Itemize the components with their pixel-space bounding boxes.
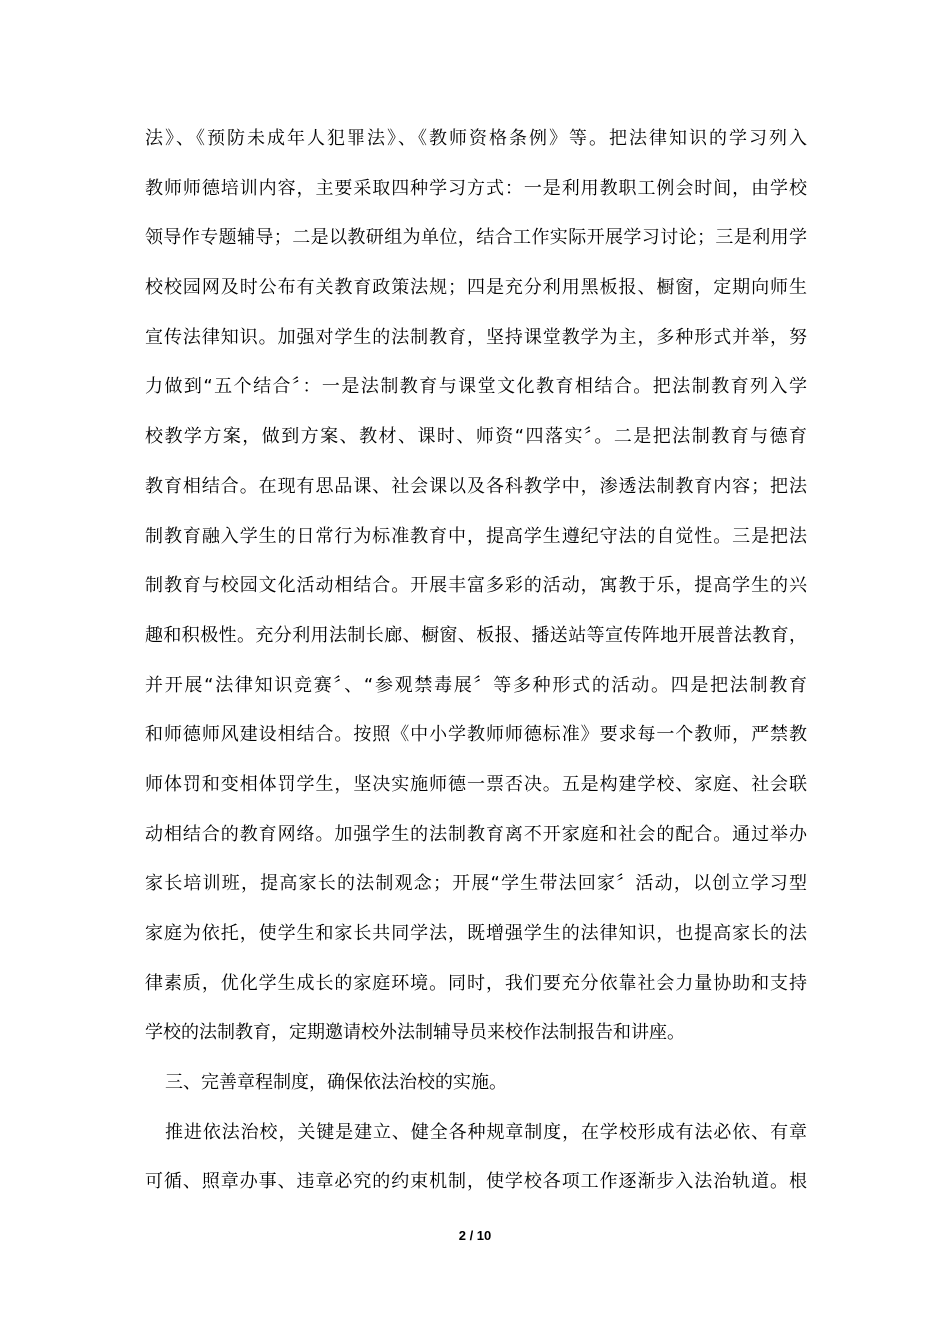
text-line: 师体罚和变相体罚学生，坚决实施师德一票否决。五是构建学校、家庭、社会联 (145, 773, 807, 795)
paragraph-1 (145, 114, 807, 1058)
text-line: 和师德师风建设相结合。按照《中小学教师师德标准》要求每一个教师，严禁教 (145, 724, 807, 746)
document-body (145, 114, 807, 1207)
text-line: 领导作专题辅导；二是以教研组为单位，结合工作实际开展学习讨论；三是利用学 (145, 227, 807, 249)
text-line: 家庭为依托，使学生和家长共同学法，既增强学生的法律知识，也提高家长的法 (145, 923, 807, 944)
section-heading (145, 1058, 807, 1108)
text-line: 教师师德培训内容，主要采取四种学习方式：一是利用教职工例会时间，由学校 (145, 177, 807, 199)
paragraph-3 (145, 1108, 807, 1207)
text-line: 家长培训班，提高家长的法制观念；开展“学生带法回家〞活动，以创立学习型 (145, 873, 807, 895)
text-line: 可循、照章办事、违章必究的约束机制，使学校各项工作逐渐步入法治轨道。根 (145, 1171, 807, 1193)
text-line: 校校园网及时公布有关教育政策法规；四是充分利用黑板报、橱窗，定期向师生 (145, 277, 807, 299)
text-line: 学校的法制教育，定期邀请校外法制辅导员来校作法制报告和讲座。 (145, 1022, 685, 1044)
page-number: 2 / 10 (458, 1228, 492, 1243)
text-line: 法》、《预防未成年人犯罪法》、《教师资格条例》等。把法律知识的学习列入 (145, 128, 807, 149)
text-line: 力做到“五个结合〞：一是法制教育与课堂文化教育相结合。把法制教育列入学 (145, 376, 807, 398)
text-line: 并开展“法律知识竞赛〞、“参观禁毒展〞等多种形式的活动。四是把法制教育 (145, 674, 807, 696)
text-line: 宣传法律知识。加强对学生的法制教育，坚持课堂教学为主，多种形式并举，努 (145, 326, 807, 348)
text-line: 制教育与校园文化活动相结合。开展丰富多彩的活动，寓教于乐，提高学生的兴 (145, 575, 807, 597)
text-line: 推进依法治校，关键是建立、健全各种规章制度，在学校形成有法必依、有章 (165, 1121, 807, 1143)
text-line: 制教育融入学生的日常行为标准教育中，提高学生遵纪守法的自觉性。三是把法 (145, 525, 807, 547)
text-line: 趣和积极性。充分利用法制长廊、橱窗、板报、播送站等宣传阵地开展普法教育， (145, 624, 807, 646)
section-heading-text: 三、完善章程制度，确保依法治校的实施。 (165, 1072, 507, 1094)
text-line: 律素质，优化学生成长的家庭环境。同时，我们要充分依靠社会力量协助和支持 (145, 972, 807, 994)
text-line: 校教学方案，做到方案、教材、课时、师资“四落实〞。二是把法制教育与德育 (145, 426, 807, 448)
text-line: 动相结合的教育网络。加强学生的法制教育离不开家庭和社会的配合。通过举办 (145, 823, 807, 845)
text-line: 教育相结合。在现有思品课、社会课以及各科教学中，渗透法制教育内容；把法 (145, 475, 807, 497)
